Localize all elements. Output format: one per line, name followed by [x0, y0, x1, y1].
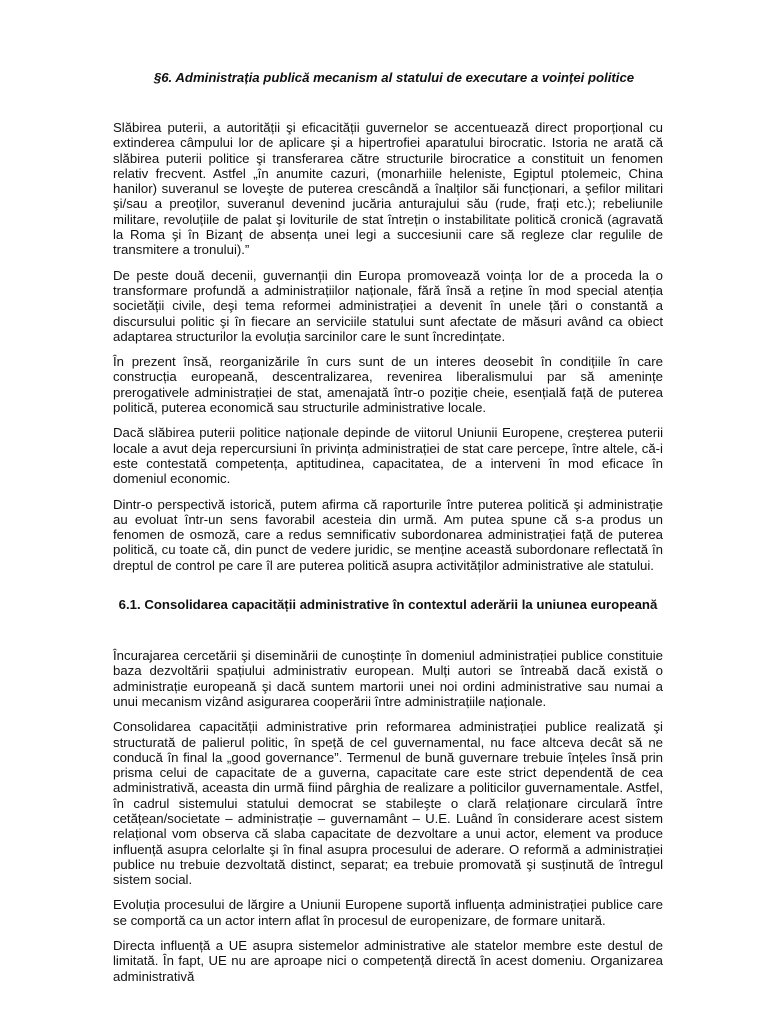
paragraph: În prezent însă, reorganizările în curs sunt de un interes deosebit în condițiile în care construcția europeană, descentralizarea, revenirea liberalismului par să amenințe prerogativele administrației de stat, amenajată într-o poziție cheie, esențială față de puterea politică, puterea economică sau structurile administrative locale. [113, 354, 663, 416]
paragraph: Încurajarea cercetării şi diseminării de cunoştințe în domeniul administrației publice constituie baza dezvoltării spațiului administrativ european. Mulți autori se întreabă dacă există o administrație europeană şi dacă suntem martorii unei noi ordini administrative sau numai a unui mecanism vizând asigurarea cooperării între administrațiile naționale. [113, 648, 663, 709]
paragraph: Directa influență a UE asupra sistemelor administrative ale statelor membre este destul de limitată. În fapt, UE nu are aproape nici o competență directă în acest domeniu. Organizarea administrativă [113, 938, 663, 984]
section-heading-6: §6. Administrația publică mecanism al statului de executare a voinței politice [153, 70, 635, 85]
paragraph: Consolidarea capacității administrative prin reformarea administrației publice realizată şi structurată de palierul politic, în speță de cel guvernamental, nu face altceva decât să ne conducă în final la „good governance”. Termenul de bună guvernare trebuie înțeles însă prin prisma celui de capacitate de a guverna, capacitate care este strict dependentă de cea administrativă, aceasta din urmă fiind pârghia de realizare a politicilor guvernamentale. Astfel, în cadrul sistemului statului democrat se stabileşte o clară relaționare circulară între cetățean/societate – administrație – guvernamânt – U.E. Luând în considerare acest sistem relațional vom observa că slaba capacitate de dezvoltare a unui actor, element va produce influență asupra celorlalte şi în final asupra procesului de aderare. O reformă a administrației publice nu trebuie dezvoltată distinct, separat; ea trebuie promovată şi susținută de întregul sistem social. [113, 719, 663, 888]
paragraph: Dintr-o perspectivă istorică, putem afirma că raporturile între puterea politică şi administrație au evoluat într-un sens favorabil acesteia din urmă. Am putea spune că s-a produs un fenomen de osmoză, care a redus semnificativ subordonarea administrației față de puterea politică, cu toate că, din punct de vedere juridic, se menține această subordonare reflectată în dreptul de control pe care îl are puterea politică asupra activităților administrative ale statului. [113, 496, 663, 573]
paragraph: Slăbirea puterii, a autorității şi eficacității guvernelor se accentuează direct proporțional cu extinderea câmpului lor de aplicare şi a hipertrofiei aparatului birocratic. Istoria ne arată că slăbirea puterii politice şi transferarea către structurile birocratice a constituit un fenomen relativ frecvent. Astfel „în anumite cazuri, (monarhiile heleniste, Egiptul ptolemeic, China hanilor) suveranul se loveşte de puterea crescândă a înalților săi funcționari, a şefilor militari şi/sau a preoților, suveranul devenind jucăria anturajului său (rude, frați etc.); rebeliunile militare, revoluțiile de palat şi loviturile de stat întrețin o instabilitate politică cronică (agravată la Roma şi în Bizanț de absența unei legi a succesiunii care să regleze clar regulile de transmitere a tronului).” [113, 120, 663, 258]
section-heading-6-1: 6.1. Consolidarea capacității administrative în contextul aderării la uniunea europeană [118, 597, 658, 613]
paragraph: Dacă slăbirea puterii politice naționale depinde de viitorul Uniunii Europene, creşterea puterii locale a avut deja repercursiuni în privința administrației de stat care percepe, între altele, că-i este contestată competența, aptitudinea, capacitatea, de a interveni în mod eficace în domeniul economic. [113, 425, 663, 487]
paragraph: De peste două decenii, guvernanții din Europa promovează voința lor de a proceda la o transformare profundă a administrațiilor naționale, fără însă a reține în mod special atenția societății civile, deşi tema reformei administrației a devenit în unele țări o constantă a discursului politic şi în fiecare an serviciile statului sunt afectate de măsuri având ca obiect adaptarea structurilor la evoluția sarcinilor care le sunt încredințate. [113, 267, 663, 344]
paragraph: Evoluția procesului de lărgire a Uniunii Europene suportă influența administrației publice care se comportă ca un actor intern aflat în procesul de europenizare, de formare unitară. [113, 897, 663, 928]
